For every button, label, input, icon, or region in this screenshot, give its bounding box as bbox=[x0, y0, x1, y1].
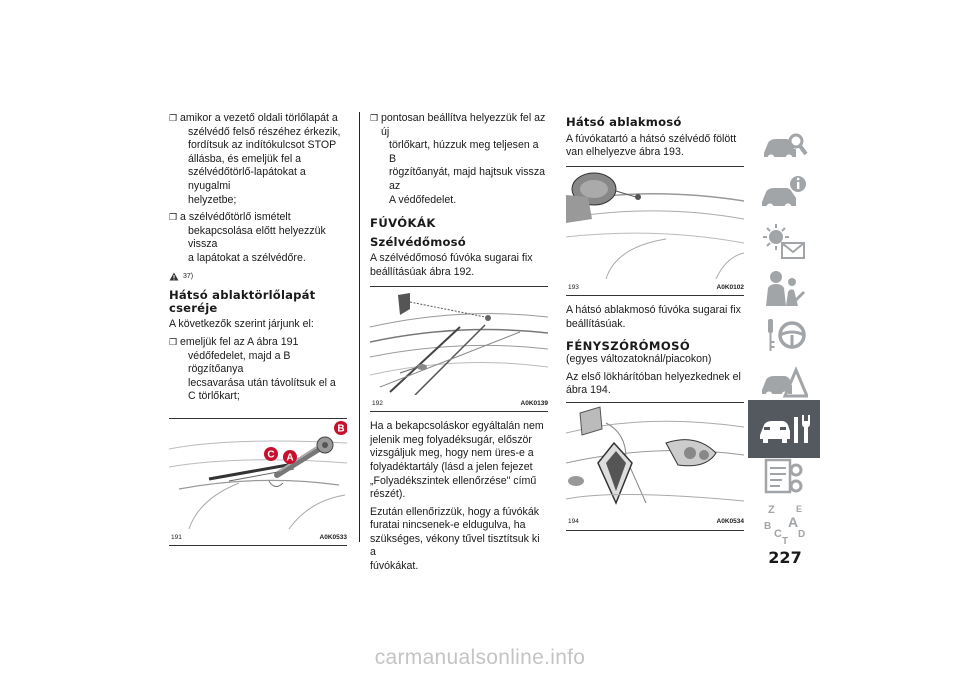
rear-wiper-illustration bbox=[169, 419, 347, 529]
bullet-line: szélvédő felső részéhez érkezik, bbox=[188, 125, 341, 138]
bullet-line: állásba, és emeljük fel a bbox=[188, 152, 302, 165]
paragraph: Az első lökhárítóban helyezkednek el ábra 194. bbox=[566, 370, 741, 397]
paragraph: A szélvédőmosó fúvóka sugarai fix beállításúak ábra 192. bbox=[370, 252, 533, 278]
figure-191 bbox=[169, 418, 347, 547]
bullet-item bbox=[169, 211, 347, 265]
column-1 bbox=[169, 112, 347, 554]
figure-caption bbox=[566, 513, 744, 530]
person-safety-icon bbox=[760, 268, 808, 308]
svg-text:E: E bbox=[796, 504, 803, 514]
subheading-windscreen-washer: Szélvédőmosó bbox=[370, 234, 466, 249]
figure-caption bbox=[370, 395, 548, 412]
bullet-line: emeljük fel az A ábra 191 bbox=[180, 335, 299, 348]
paragraph: A hátsó ablakmosó fúvóka sugarai fix beállításúak. bbox=[566, 304, 741, 330]
figure-caption bbox=[169, 529, 347, 546]
bullet-line: bekapcsolása előtt helyezzük vissza bbox=[188, 224, 326, 251]
svg-text:A: A bbox=[788, 514, 799, 530]
column-2 bbox=[370, 112, 548, 578]
warning-triangle-icon bbox=[169, 272, 179, 281]
section-heading-headlamp-washer: FÉNYSZÓRÓMOSÓ bbox=[566, 338, 691, 353]
versions-note: (egyes változatoknál/piacokon) bbox=[566, 353, 712, 366]
alphabet-index-icon bbox=[760, 501, 808, 545]
svg-text:B: B bbox=[764, 521, 772, 532]
figure-code: A0K0102 bbox=[716, 283, 744, 291]
bullet-line: lecsavarása után távolítsuk el a bbox=[188, 376, 336, 389]
figure-code: A0K0139 bbox=[520, 399, 548, 407]
figure-number: 192 bbox=[372, 399, 383, 407]
figure-193 bbox=[566, 166, 744, 297]
column-divider bbox=[359, 112, 360, 542]
intro-paragraph: A következők szerint járjunk el: bbox=[169, 318, 314, 331]
figure-code: A0K0533 bbox=[319, 533, 347, 541]
svg-text:Z: Z bbox=[768, 504, 775, 516]
figure-caption bbox=[566, 279, 744, 296]
warning-ref-text: 37) bbox=[183, 272, 194, 280]
checkbox-bullet-icon: ❒ bbox=[169, 336, 178, 347]
car-wrench-icon bbox=[758, 409, 810, 449]
bullet-line: szélvédőtörlő-lapátokat a nyugalmi bbox=[188, 166, 306, 192]
bullet-line: A védőfedelet. bbox=[389, 193, 457, 206]
key-steering-icon bbox=[760, 315, 808, 355]
watermark: carmanualsonline.info bbox=[374, 646, 586, 669]
bullet-line: helyzetbe; bbox=[188, 193, 237, 206]
headlamp-washer-illustration bbox=[566, 403, 744, 513]
bullet-line: pontosan beállítva helyezzük fel az új bbox=[381, 112, 546, 138]
column-3 bbox=[566, 112, 744, 539]
bullet-line: a szélvédőtörlő ismételt bbox=[180, 211, 291, 224]
paragraph: Ha a bekapcsoláskor egyáltalán nem jelenik meg folyadéksugár, először vizsgáljuk meg, hogy nem üres-e a folyadéktartály (lásd a jelen fejezet „Folyadékszintek ellenőrzése" című részét). bbox=[370, 420, 544, 501]
figure-number: 194 bbox=[568, 517, 579, 525]
bullet-line: rögzítőanyát, majd hajtsuk vissza az bbox=[389, 166, 546, 192]
figure-194 bbox=[566, 402, 744, 531]
bullet-item bbox=[370, 112, 548, 207]
bullet-line: törlőkart, húzzuk meg teljesen a B bbox=[389, 139, 539, 165]
callout-label: A bbox=[286, 452, 294, 464]
svg-text:C: C bbox=[774, 528, 782, 540]
lights-message-icon bbox=[760, 221, 808, 261]
page-number: 227 bbox=[768, 548, 802, 567]
subheading-rear-window-washer: Hátsó ablakmosó bbox=[566, 115, 682, 129]
bullet-line: amikor a vezető oldali törlőlapát a bbox=[180, 112, 338, 124]
bullet-line: fordítsuk az indítókulcsot STOP bbox=[188, 139, 337, 152]
paragraph: Ezután ellenőrizzük, hogy a fúvókák furatai nincsenek-e eldugulva, ha szükséges, vékony tűvel tisztítsuk ki a fúvókákat. bbox=[370, 505, 540, 573]
figure-code: A0K0534 bbox=[716, 517, 744, 525]
svg-text:D: D bbox=[798, 529, 806, 540]
paragraph: A fúvókatartó a hátsó szélvédő fölött van elhelyezve ábra 193. bbox=[566, 132, 737, 159]
checkbox-bullet-icon: ❒ bbox=[169, 113, 178, 123]
section-heading-rear-wiper-blade: Hátsó ablaktörlőlapát cseréje bbox=[169, 288, 316, 315]
section-heading-nozzles: FÚVÓKÁK bbox=[370, 216, 436, 231]
document-gear-icon bbox=[760, 456, 808, 496]
warning-reference bbox=[169, 270, 347, 284]
callout-label: B bbox=[337, 423, 345, 435]
car-search-icon bbox=[760, 127, 808, 167]
bullet-line: védőfedelet, majd a B rögzítőanya bbox=[188, 349, 291, 376]
car-info-icon bbox=[760, 174, 808, 214]
figure-number: 191 bbox=[171, 533, 182, 541]
car-warning-icon bbox=[760, 362, 808, 402]
bullet-line: C törlőkart; bbox=[188, 390, 240, 403]
svg-text:T: T bbox=[782, 536, 789, 545]
checkbox-bullet-icon: ❒ bbox=[370, 113, 379, 123]
bullet-item bbox=[169, 112, 347, 207]
bullet-item bbox=[169, 336, 347, 404]
rear-nozzle-illustration bbox=[566, 167, 744, 279]
figure-number: 193 bbox=[568, 283, 579, 291]
checkbox-bullet-icon: ❒ bbox=[169, 212, 178, 223]
chapter-sidebar bbox=[748, 118, 820, 545]
figure-192 bbox=[370, 286, 548, 413]
windscreen-nozzle-illustration bbox=[370, 287, 548, 395]
chapter-tab-index[interactable] bbox=[748, 494, 820, 552]
bullet-line: a lapátokat a szélvédőre. bbox=[188, 251, 306, 264]
callout-label: C bbox=[267, 449, 275, 461]
